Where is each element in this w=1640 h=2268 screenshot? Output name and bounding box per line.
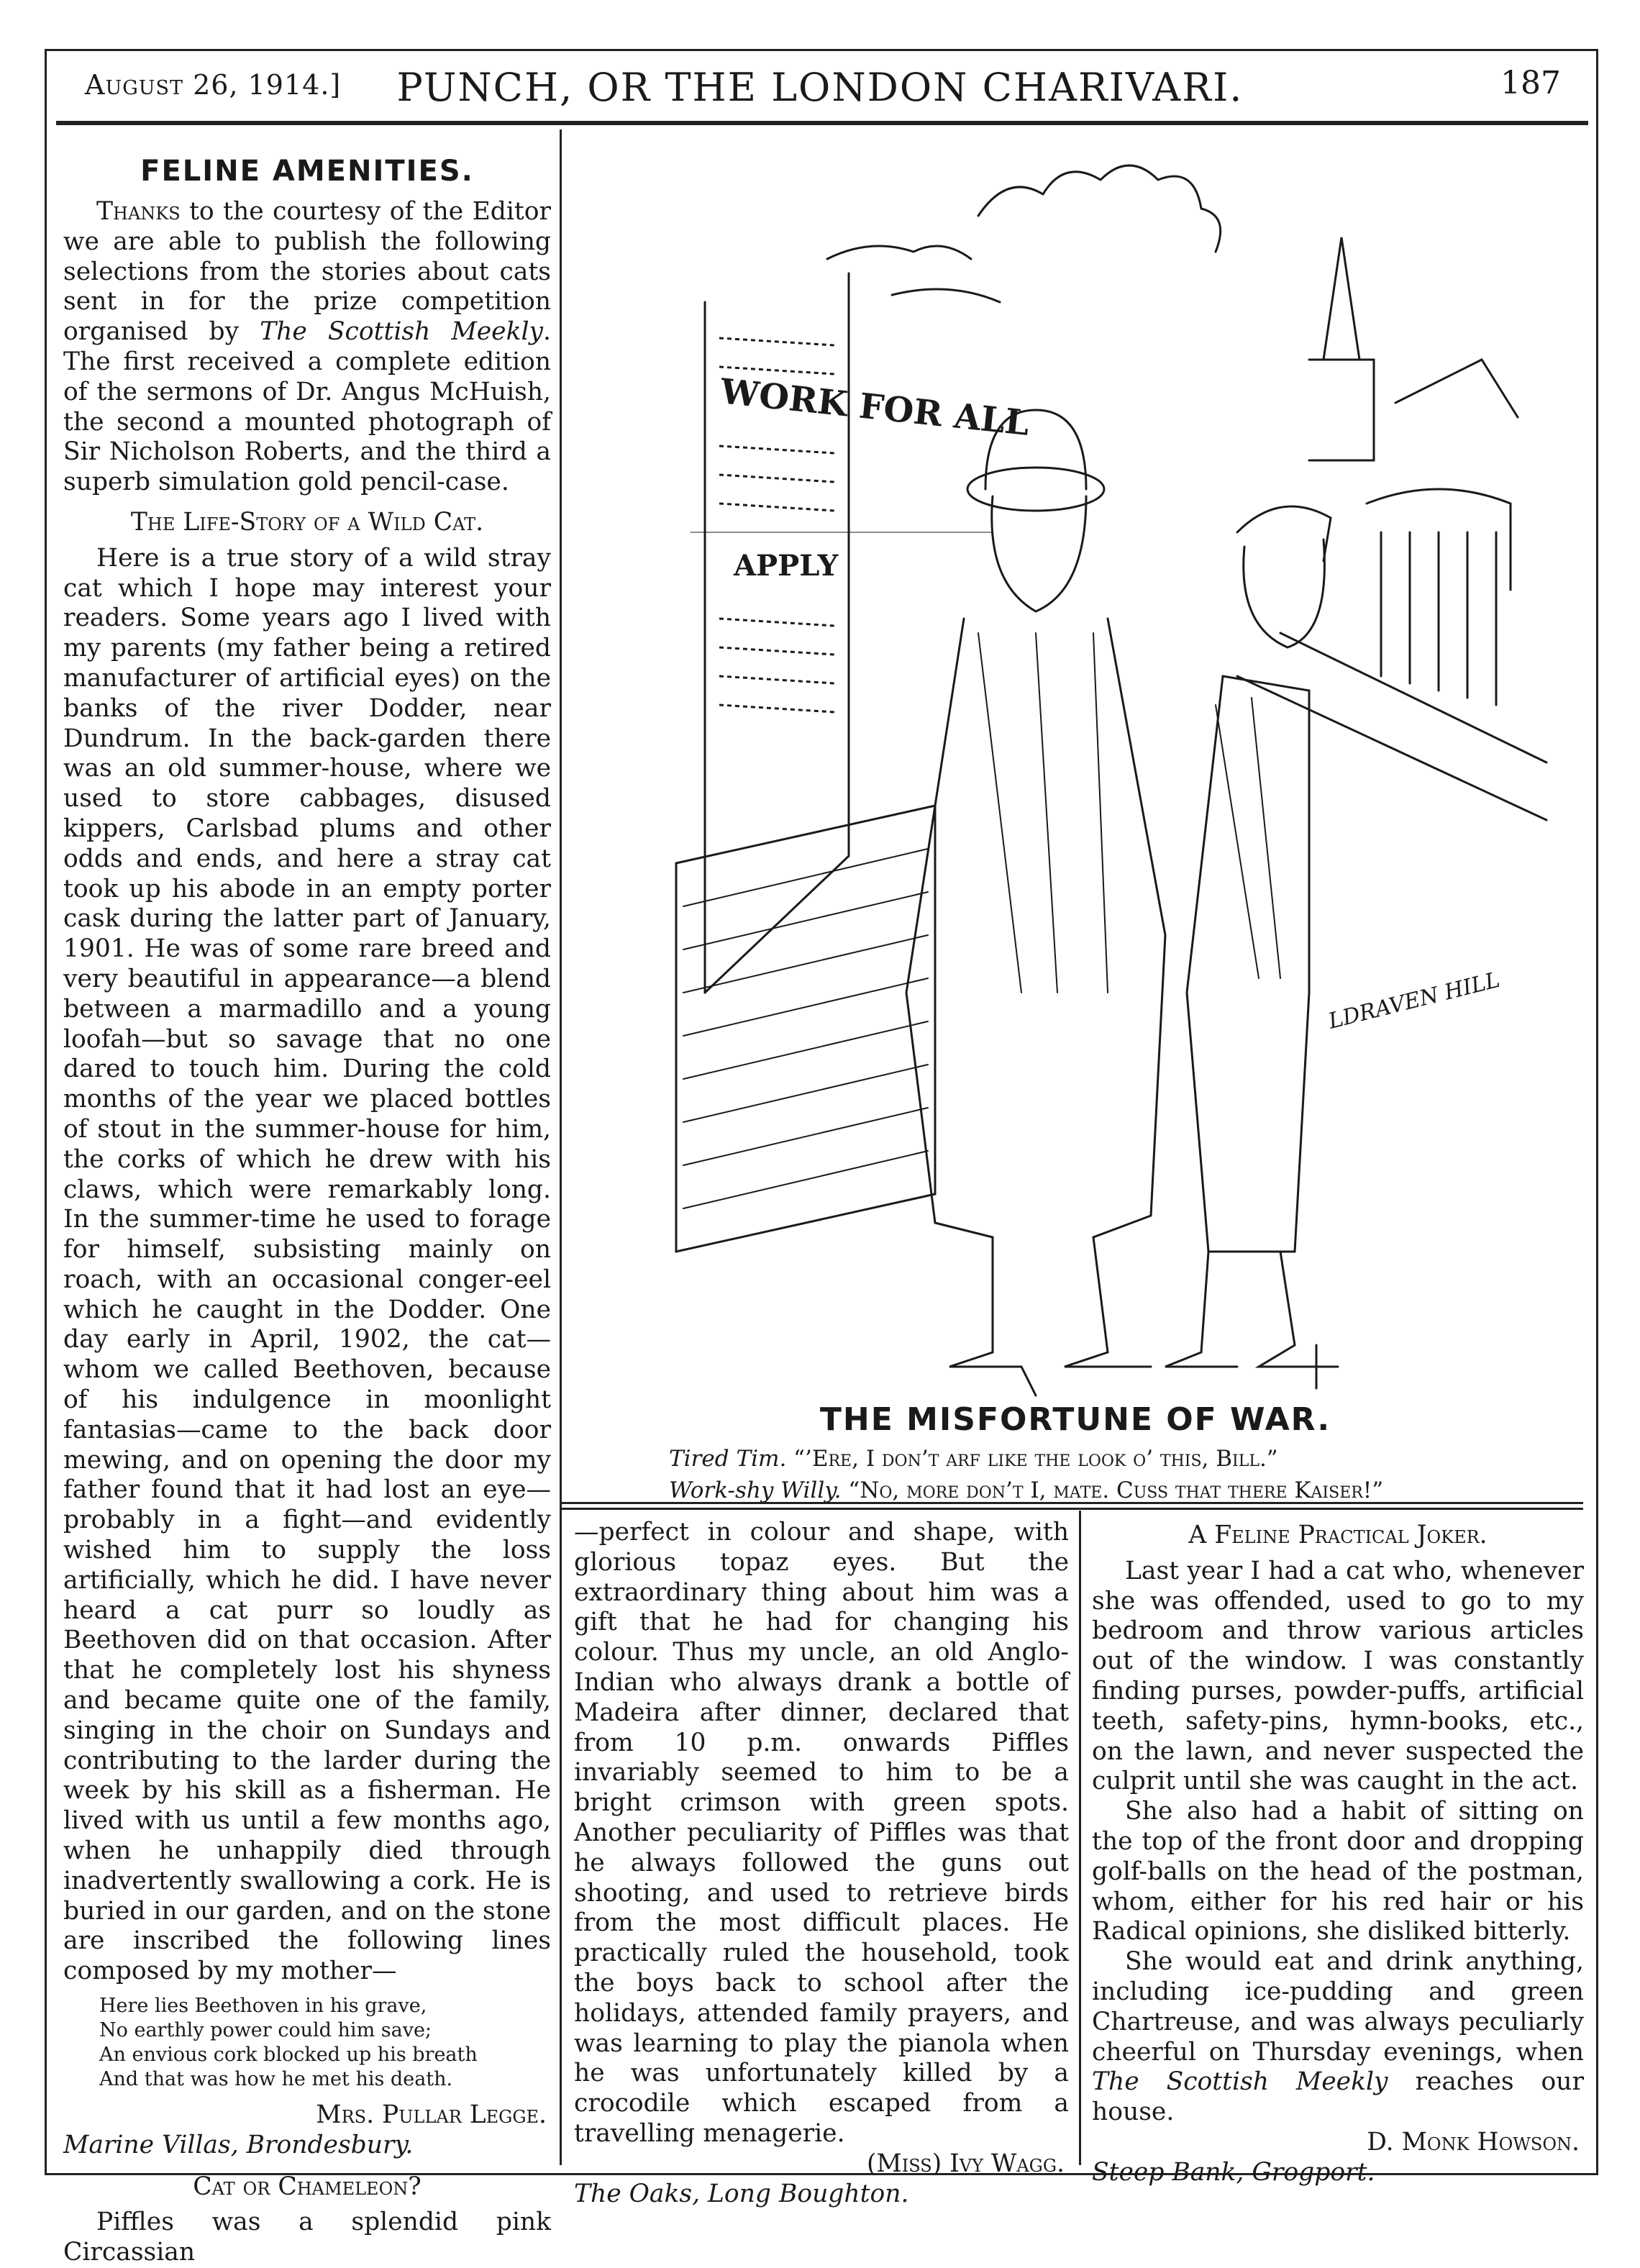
poem-line: Here lies Beethoven in his grave, — [99, 1995, 427, 2018]
bowler-hat-icon — [967, 468, 1104, 511]
story2-address: The Oaks, Long Boughton. — [574, 2179, 909, 2208]
right-column — [1092, 1518, 1584, 2188]
article-title: FELINE AMENITIES. — [140, 155, 474, 188]
page-number: 187 — [1500, 65, 1561, 101]
face-tim — [992, 496, 1086, 611]
caption-line-2: Work-shy Willy. “No, more don’t I, mate. Cuss that there Kaiser!” — [669, 1477, 1384, 1503]
publication-title: PUNCH, OR THE LONDON CHARIVARI. — [396, 65, 1244, 110]
story2-body-start: Piffles was a splendid pink Circassian — [63, 2208, 551, 2267]
cartoon-rule-bottom — [562, 1508, 1583, 1510]
epitaph-poem — [99, 1994, 551, 2092]
tree-outline — [978, 165, 1221, 252]
poster-apply: APPLY — [734, 549, 839, 583]
column-divider-left — [560, 129, 562, 2165]
cap-icon — [1237, 506, 1331, 561]
story2-signature: (Miss) Ivy Wagg. — [866, 2149, 1065, 2178]
story3-para2: She also had a habit of sitting on the top of the front door and dropping golf-balls on the head of the postman, whom, either for his red hair or his Radical opinions, she disliked bitterly. — [1092, 1797, 1584, 1946]
column-divider-right — [1079, 1511, 1081, 2165]
story1-heading: The Life-Story of a Wild Cat. — [130, 507, 484, 537]
poem-line: An envious cork blocked up his breath — [99, 2044, 478, 2067]
church-spire — [1324, 237, 1359, 360]
story3-heading: A Feline Practical Joker. — [1188, 1521, 1488, 1549]
caption-line-1: Tired Tim. “’Ere, I don’t arf like the look o’ this, Bill.” — [669, 1446, 1278, 1472]
issue-date: August 26, 1914.] — [85, 69, 342, 101]
poem-line: No earthly power could him save; — [99, 2019, 432, 2042]
poster-headline: WORK FOR ALL — [718, 371, 1031, 445]
cartoon-caption — [669, 1443, 1383, 1506]
story2-heading: Cat or Chameleon? — [193, 2172, 422, 2201]
story3-signature: D. Monk Howson. — [1367, 2127, 1580, 2157]
cartoon-illustration — [590, 129, 1582, 1410]
story3-para1: Last year I had a cat who, whenever she was offended, used to go to my bedroom and throw various articles out of the window. I was constantly finding purses, powder-puffs, artificial teeth, safety-pins, hymn-books, etc., on the lawn, and never suspected the culprit until she was caught in the act. — [1092, 1556, 1584, 1796]
story2-body: —perfect in colour and shape, with glorious topaz eyes. But the extraordinary thing about him was a gift that he had for changing his colour. Thus my uncle, an old Anglo-Indian who always drank a bottle of Madeira after dinner, declared that from 10 p.m. onwards Piffles invariably seemed to him to be a bright crimson with green spots. Another peculiarity of Piffles was that he always followed the guns out shooting, and used to retrieve birds from the most difficult places. He practically ruled the household, took the boys back to school after the holidays, attended family prayers, and was learning to play the pianola when he was unfortunately killed by a crocodile which escaped from a travelling menagerie. — [574, 1518, 1069, 2148]
poem-line: And that was how he met his death. — [99, 2068, 453, 2091]
face-willy — [1244, 539, 1325, 647]
story1-body: Here is a true story of a wild stray cat which I hope may interest your readers. Some years ago I lived with my parents (my father being a retired manufacturer of artificial eyes) on the banks of the river Dodder, near Dundrum. In the back-garden there was an old summer-house, where we used to store cabbages, disused kippers, Carlsbad plums and other odds and ends, and here a stray cat took up his abode in an empty porter cask during the latter part of January, 1901. He was of some rare breed and very beautiful in appearance—a blend between a marmadillo and a young loofah—but so savage that no one dared to touch him. During the cold months of the year we placed bottles of stout in the summer-house for him, the corks of which he drew with his claws, which were remarkably long. In the summer-time he used to forage for himself, subsisting mainly on roach, with an occasional conger-eel which he caught in the Dodder. One day early in April, 1902, the cat—whom we called Beethoven, because of his indulgence in moonlight fantasias—came to the back door mewing, and on opening the door my father found that it had lost an eye—probably in a fight—and evidently wished him to supply the loss artificially, which he did. I have never heard a cat purr so loudly as Beethoven did on that occasion. After that he completely lost his shyness and became quite one of the family, singing in the choir on Sundays and contributing to the larder during the week by his skill as a fisherman. He lived with us until a few months ago, when he unhappily died through inadvertently swallowing a cork. He is buried in our garden, and on the stone are inscribed the following lines composed by my mother— — [63, 543, 552, 1986]
cartoon-title: THE MISFORTUNE OF WAR. — [819, 1401, 1331, 1438]
story3-address: Steep Bank, Grogport. — [1092, 2157, 1375, 2187]
middle-column — [574, 1518, 1069, 2209]
story3-para3: She would eat and drink anything, including ice-pudding and green Chartreuse, and was always peculiarly cheerful on Thursday evenings, when The Scottish Meekly reaches our house. — [1092, 1947, 1584, 2127]
page-header — [50, 59, 1590, 117]
intro-paragraph: Thanks to the courtesy of the Editor we are able to publish the following selections from the stories about cats sent in for the prize competition organised by The Scottish Meekly. The first received a complete edition of the sermons of Dr. Angus McHuish, the second a mounted photograph of Sir Nicholson Roberts, and the third a superb simulation gold pencil-case. — [63, 197, 551, 497]
left-column — [63, 152, 551, 2268]
story1-signature: Mrs. Pullar Legge. — [316, 2100, 547, 2130]
artist-signature: LDRAVEN HILL — [1326, 967, 1503, 1034]
header-rule — [56, 121, 1588, 125]
story1-address: Marine Villas, Brondesbury. — [63, 2130, 414, 2159]
